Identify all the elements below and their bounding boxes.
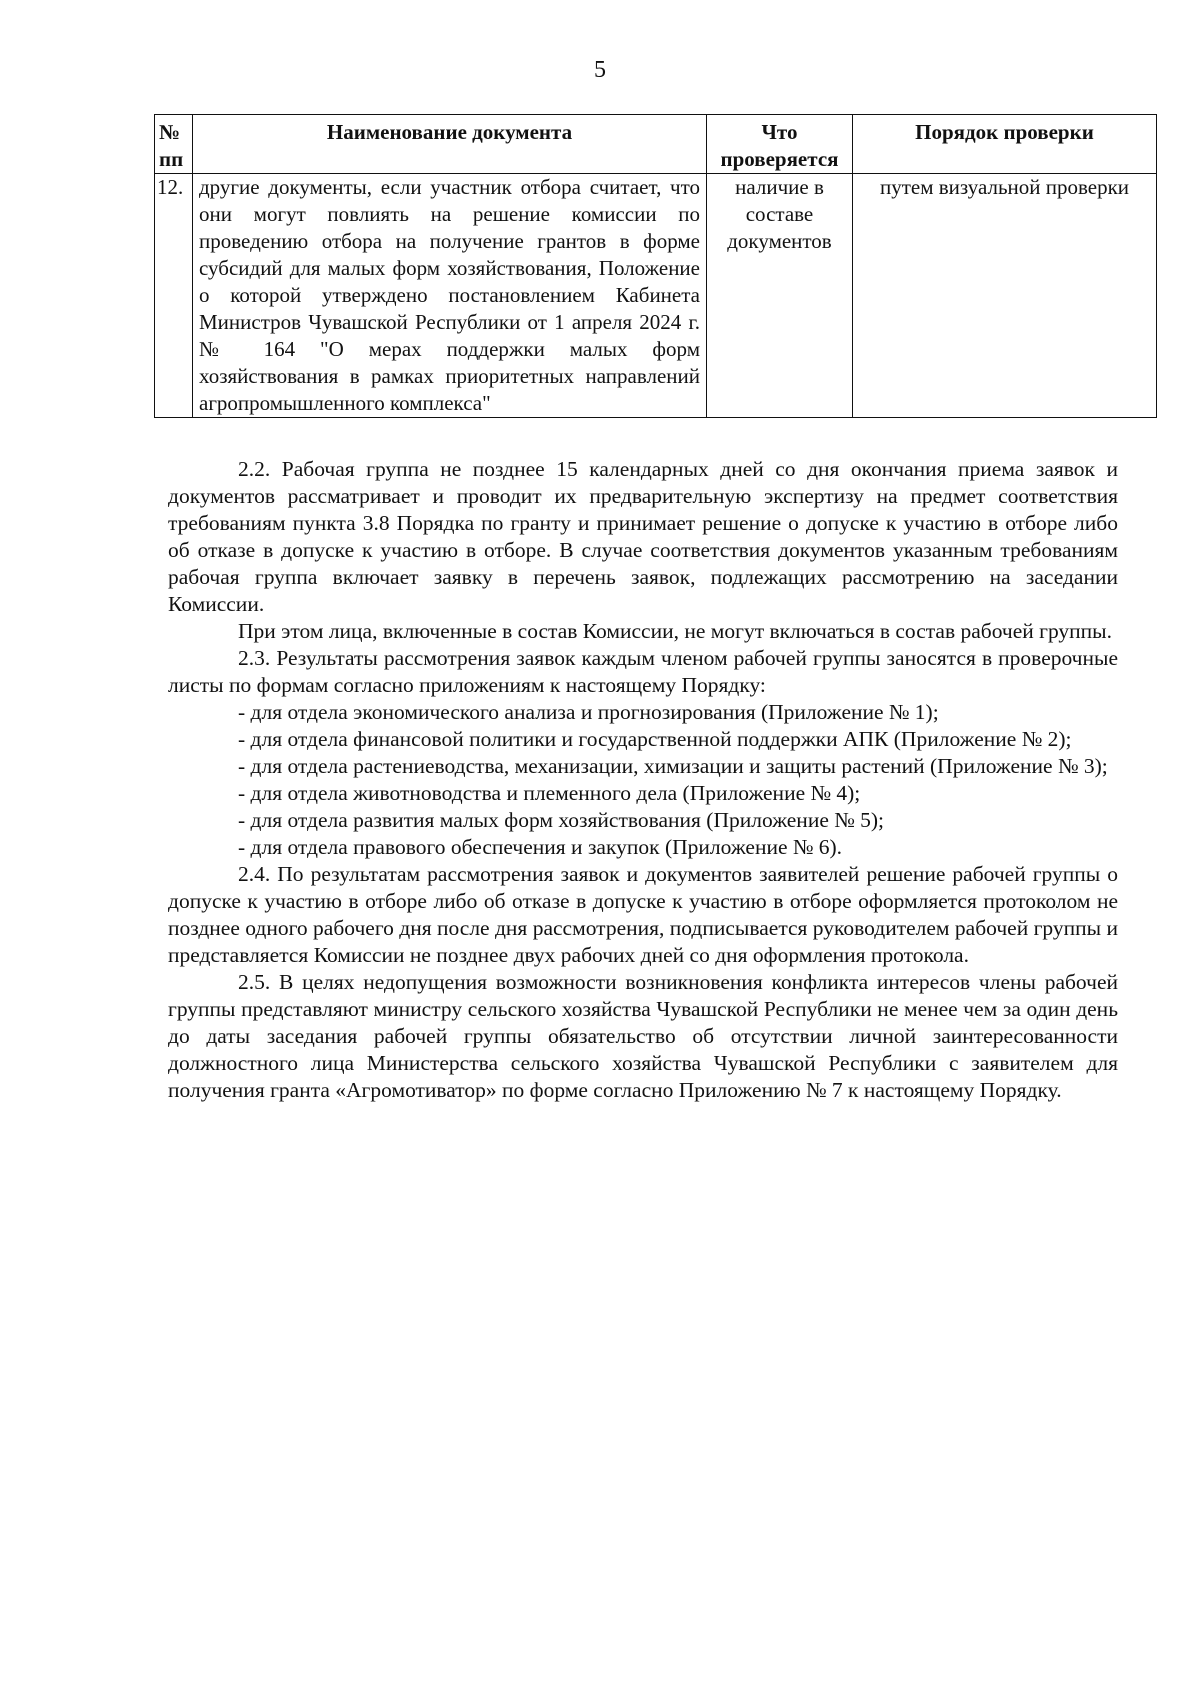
list-item-appendix-6: - для отдела правового обеспечения и закупок (Приложение № 6). [238,835,843,859]
documents-table [154,114,1157,418]
paragraph-commission-note: При этом лица, включенные в состав Комиссии, не могут включаться в состав рабочей группы. [238,619,1112,643]
list-item-appendix-5: - для отдела развития малых форм хозяйствования (Приложение № 5); [238,808,885,832]
paragraph-2-3: 2.3. Результаты рассмотрения заявок каждым членом рабочей группы заносятся в проверочные листы по формам согласно приложениям к настоящему Порядку: [168,646,1118,697]
header-what-checked: Что проверяется [707,115,853,174]
list-item-appendix-1: - для отдела экономического анализа и прогнозирования (Приложение № 1); [238,700,939,724]
table-header-row [155,115,1157,174]
paragraph-2-2: 2.2. Рабочая группа не позднее 15 календарных дней со дня окончания приема заявок и документов рассматривает и проводит их предварительную экспертизу на предмет соответствия требованиям пункта 3.8 Порядка по гранту и принимает решение о допуске к участию в отборе либо об отказе в допуске к участию в отборе. В случае соответствия документов указанным требованиям рабочая группа включает заявку в перечень заявок, подлежащих рассмотрению на заседании Комиссии. [168,457,1118,616]
paragraph-2-5: 2.5. В целях недопущения возможности возникновения конфликта интересов члены рабочей группы представляют министру сельского хозяйства Чувашской Республики не менее чем за один день до даты заседания рабочей группы обязательство об отсутствии личной заинтересованности должностного лица Министерства сельского хозяйства Чувашской Республики с заявителем для получения гранта «Агромотиватор» по форме согласно Приложению № 7 к настоящему Порядку. [168,970,1118,1102]
paragraph-2-4: 2.4. По результатам рассмотрения заявок и документов заявителей решение рабочей группы о допуске к участию в отборе либо об отказе в допуске к участию в отборе оформляется протоколом не позднее одного рабочего дня после дня рассмотрения, подписывается руководителем рабочей группы и представляется Комиссии не позднее двух рабочих дней со дня оформления протокола. [168,862,1118,967]
header-check-procedure: Порядок проверки [853,115,1157,174]
row-num: 12. [155,174,193,418]
list-item-appendix-4: - для отдела животноводства и племенного дела (Приложение № 4); [238,781,861,805]
row-what-checked: наличие в составе документов [707,174,853,418]
header-num: № пп [155,115,193,174]
page-number: 5 [594,57,606,83]
list-item-appendix-3: - для отдела растениеводства, механизации, химизации и защиты растений (Приложение № 3); [238,754,1108,778]
list-item-appendix-2: - для отдела финансовой политики и государственной поддержки АПК (Приложение № 2); [238,727,1072,751]
row-check-procedure: путем визуальной проверки [853,174,1157,418]
row-document-name: другие документы, если участник отбора считает, что они могут повлиять на решение комиссии по проведению отбора на получение грантов в форме субсидий для малых форм хозяйствования, Положение о которой утверждено постановлением Кабинета Министров Чувашской Республики от 1 апреля 2024 г. № 164 "О мерах поддержки малых форм хозяйствования в рамках приоритетных направлений агропромышленного комплекса" [193,174,707,418]
header-document-name: Наименование документа [193,115,707,174]
table-row [155,174,1157,418]
body-text [168,456,1118,1104]
